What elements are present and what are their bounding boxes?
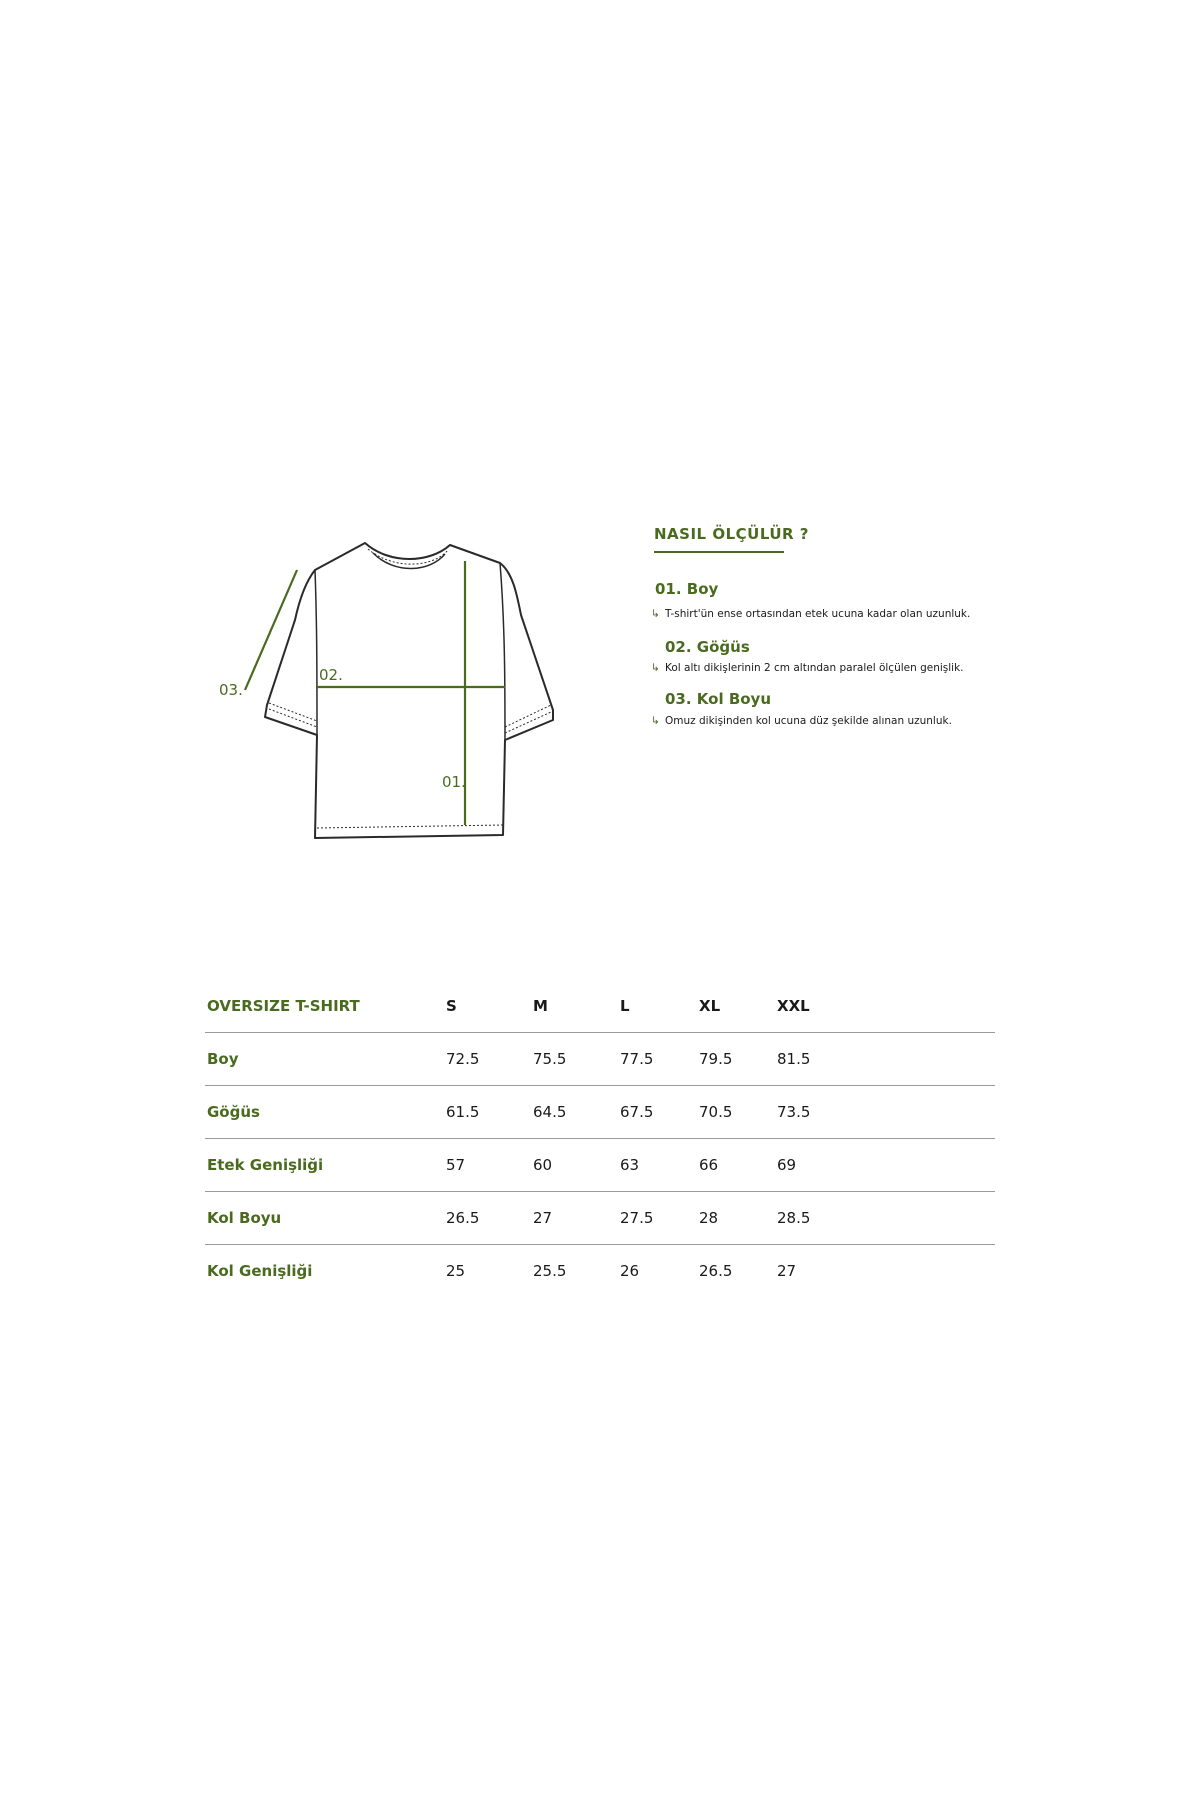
step-desc-boy [651, 608, 970, 620]
tshirt-outline [265, 543, 553, 838]
size-header: S [446, 997, 457, 1015]
guide-title: NASIL ÖLÇÜLÜR ? [654, 525, 810, 543]
arrow-icon: ↳ [651, 715, 660, 727]
step-desc-text: Kol altı dikişlerinin 2 cm altından paralel ölçülen genişlik. [665, 662, 964, 674]
cell-value: 77.5 [620, 1050, 654, 1068]
row-label: Göğüs [207, 1103, 260, 1121]
table-row [205, 1192, 995, 1245]
step-title-kol-boyu: 03. Kol Boyu [665, 690, 772, 708]
cell-value: 64.5 [533, 1103, 567, 1121]
cell-value: 26.5 [699, 1262, 733, 1280]
arrow-icon: ↳ [651, 662, 660, 674]
table-title: OVERSIZE T-SHIRT [207, 997, 360, 1015]
cell-value: 25 [446, 1262, 466, 1280]
table-row [205, 1245, 995, 1297]
guide-underline [654, 551, 784, 553]
table-row [205, 1086, 995, 1139]
step-desc-text: Omuz dikişinden kol ucuna düz şekilde alınan uzunluk. [665, 715, 952, 727]
cell-value: 27.5 [620, 1209, 654, 1227]
step-title-gogus: 02. Göğüs [665, 638, 750, 656]
row-label: Boy [207, 1050, 239, 1068]
cell-value: 27 [533, 1209, 553, 1227]
row-label: Etek Genişliği [207, 1156, 324, 1174]
cell-value: 72.5 [446, 1050, 480, 1068]
cell-value: 73.5 [777, 1103, 811, 1121]
cell-value: 26 [620, 1262, 640, 1280]
row-label: Kol Genişliği [207, 1262, 313, 1280]
cell-value: 27 [777, 1262, 797, 1280]
cell-value: 28 [699, 1209, 719, 1227]
step-desc-kol-boyu [651, 715, 952, 727]
label-01: 01. [442, 773, 466, 791]
cell-value: 25.5 [533, 1262, 567, 1280]
cell-value: 57 [446, 1156, 466, 1174]
step-desc-text: T-shirt'ün ense ortasından etek ucuna kadar olan uzunluk. [665, 608, 971, 620]
size-table [205, 980, 995, 1297]
size-header: XL [699, 997, 721, 1015]
cell-value: 79.5 [699, 1050, 733, 1068]
tshirt-diagram [205, 525, 570, 850]
size-header: L [620, 997, 630, 1015]
label-02: 02. [319, 666, 343, 684]
cell-value: 70.5 [699, 1103, 733, 1121]
cell-value: 69 [777, 1156, 797, 1174]
cell-value: 66 [699, 1156, 719, 1174]
step-desc-gogus [651, 662, 964, 674]
step-title-boy: 01. Boy [655, 580, 719, 598]
arrow-icon: ↳ [651, 608, 660, 620]
size-header: M [533, 997, 548, 1015]
measure-line-kol-boyu [245, 570, 297, 690]
cell-value: 63 [620, 1156, 640, 1174]
cell-value: 81.5 [777, 1050, 811, 1068]
table-row [205, 1033, 995, 1086]
cell-value: 67.5 [620, 1103, 654, 1121]
cell-value: 26.5 [446, 1209, 480, 1227]
table-row [205, 1139, 995, 1192]
size-header: XXL [777, 997, 810, 1015]
cell-value: 75.5 [533, 1050, 567, 1068]
table-header-row [205, 980, 995, 1033]
cell-value: 61.5 [446, 1103, 480, 1121]
cell-value: 28.5 [777, 1209, 811, 1227]
row-label: Kol Boyu [207, 1209, 282, 1227]
label-03: 03. [219, 681, 243, 699]
cell-value: 60 [533, 1156, 553, 1174]
